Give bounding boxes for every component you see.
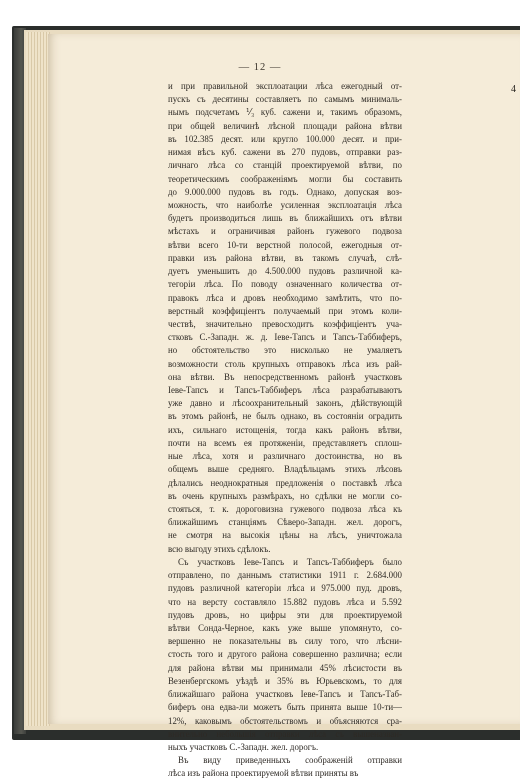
text-line: стояться, т. к. дороговизна гужевого подвоза лѣса къ (168, 504, 402, 514)
text-line: въ 102.385 десят. или круглo 100.000 десят. и при- (168, 133, 402, 144)
text-line: что на версту составляло 15.882 пудовъ лѣса и 5.592 (168, 596, 402, 607)
text-line: ные лѣса, хотя и различнаго достоинства, но въ (168, 451, 402, 462)
text-line: личнаго лѣса со станцій проектируемой вѣтви, по (168, 160, 402, 171)
text-line: правки изъ района вѣтви, въ такомъ случаѣ, слѣ- (168, 252, 402, 263)
text-line: возможности столь крупныхъ отправокъ лѣса изъ рай- (168, 358, 402, 369)
text-line: уже давно и лѣсоохранительный законъ, дѣйствующій (168, 398, 402, 409)
text-line: дѣлались неоднократныя предложенія о поставкѣ лѣса (168, 477, 402, 488)
text-line: пускъ съ десятины составляетъ по самымъ минималь- (168, 94, 402, 105)
page-number: — 12 — (238, 62, 282, 73)
text-line: она вѣтви. Въ непосредственномъ районѣ участковъ (168, 371, 402, 382)
text-line: вершенно не показательны въ силу того, что лѣсни- (168, 636, 402, 647)
text-line: вѣтви всего 10-ти верстной полосой, ежегодныя от- (168, 239, 402, 250)
text-line: лѣса изъ района проектируемой вѣтви приняты въ (168, 768, 359, 779)
text-line: мѣстахъ и ограничивая районъ гужевого подвоза (168, 226, 402, 237)
text-line: 12%, каковымъ обстоятельствомъ и объясняются сра- (168, 715, 402, 726)
text-line: при общей величинѣ лѣсной площади района вѣтви (168, 120, 402, 131)
text-line: стковъ С.-Западн. ж. д. Іеве-Тапсъ и Тапсъ-Таббиферъ, (168, 332, 402, 343)
text-line: нымъ подсчетамъ ⅟₃ куб. сажени и, такимъ образомъ, (168, 107, 402, 118)
text-line: стость того и другого района совершенно различна; если (168, 649, 402, 660)
text-line: отправлено, по даннымъ статистики 1911 г. 2.684.000 (168, 570, 402, 581)
text-line: можность, что наиболѣе усиленная эксплоатація лѣса (168, 199, 402, 210)
text-line: ближайшимъ станціямъ Сѣверо-Западн. жел. дорогъ, (168, 517, 402, 528)
text-line: Іеве-Тапсъ и Тапсъ-Таббиферъ лѣса разрабатываютъ (168, 385, 402, 396)
text-line: теоретическимъ соображеніямъ могли бы составить (168, 173, 402, 184)
text-line: до 9.000.000 пудовъ въ годъ. Однако, допуская воз- (168, 186, 402, 197)
text-line: пудовъ различной категоріи лѣса и 975.000 пуд. дровъ, (168, 583, 402, 594)
text-line: нимая вѣсъ куб. сажени въ 270 пудовъ, отправки раз- (168, 147, 402, 158)
text-line: дуетъ уменьшить до 4.500.000 пудовъ различной ка- (168, 266, 402, 277)
text-line: правокъ лѣса и дровъ необходимо замѣтить, что по- (168, 292, 402, 303)
text-line: для района вѣтви мы принимали 45% лѣсистости въ (168, 662, 402, 673)
text-line: тегоріи лѣса. По поводу означеннаго количества от- (168, 279, 402, 290)
text-line: въ этомъ районѣ, не былъ однако, въ состояніи оградить (168, 411, 402, 422)
text-line: Въ виду приведенныхъ соображеній отправки (178, 755, 402, 766)
text-line: чествѣ, значительно превосходитъ коэффиціентъ уча- (168, 318, 402, 329)
text-line: Съ участковъ Іеве-Тапсъ и Тапсъ-Таббиферъ было (178, 556, 402, 567)
page-text (168, 80, 402, 781)
page-edges (26, 32, 50, 726)
text-line: биферъ она едва-ли можетъ быть принята выше 10-ти— (168, 702, 402, 713)
text-line: ныхъ участковъ С.-Западн. жел. дорогъ. (168, 741, 319, 752)
text-line: вѣтви Сонда-Черное, какъ уже выше упомянуто, со- (168, 622, 402, 633)
text-line: въ очень крупныхъ размѣрахъ, но сдѣлки не могли со- (168, 490, 402, 501)
text-line: ихъ, сильнаго истощенія, тогда какъ районъ вѣтви, (168, 424, 402, 435)
text-line: всю выгоду этихъ сдѣлокъ. (168, 543, 271, 554)
text-line: общемъ выше средняго. Владѣльцамъ этихъ лѣсовъ (168, 464, 402, 475)
text-line: Везенбергскомъ уѣздѣ и 35% въ Юрьевскомъ, то для (168, 675, 402, 686)
text-line: ближайшаго района участковъ Іеве-Тапсъ и Тапсъ-Таб- (168, 689, 402, 700)
text-line: но обстоятельство это нисколько не умаляетъ (168, 345, 402, 356)
text-line: пудовъ дровъ, но цифры эти для проектируемой (168, 609, 402, 620)
text-line: будетъ производиться лишь въ ближайшихъ отъ вѣтви (168, 213, 402, 224)
text-line: верстный коэффиціентъ получаемый при этомъ коли- (168, 305, 402, 316)
text-line: почти на всемъ ея протяженіи, представляетъ сплош- (168, 437, 402, 448)
text-line: не смотря на высокія цѣны на лѣсъ, уничтожала (168, 530, 402, 541)
text-line: внительно небольшія отправки лѣса съ вышеназван- (168, 728, 402, 739)
text-line: и при правильной эксплоатации лѣса ежегодный от- (168, 81, 402, 91)
margin-mark: 4 (511, 84, 516, 95)
